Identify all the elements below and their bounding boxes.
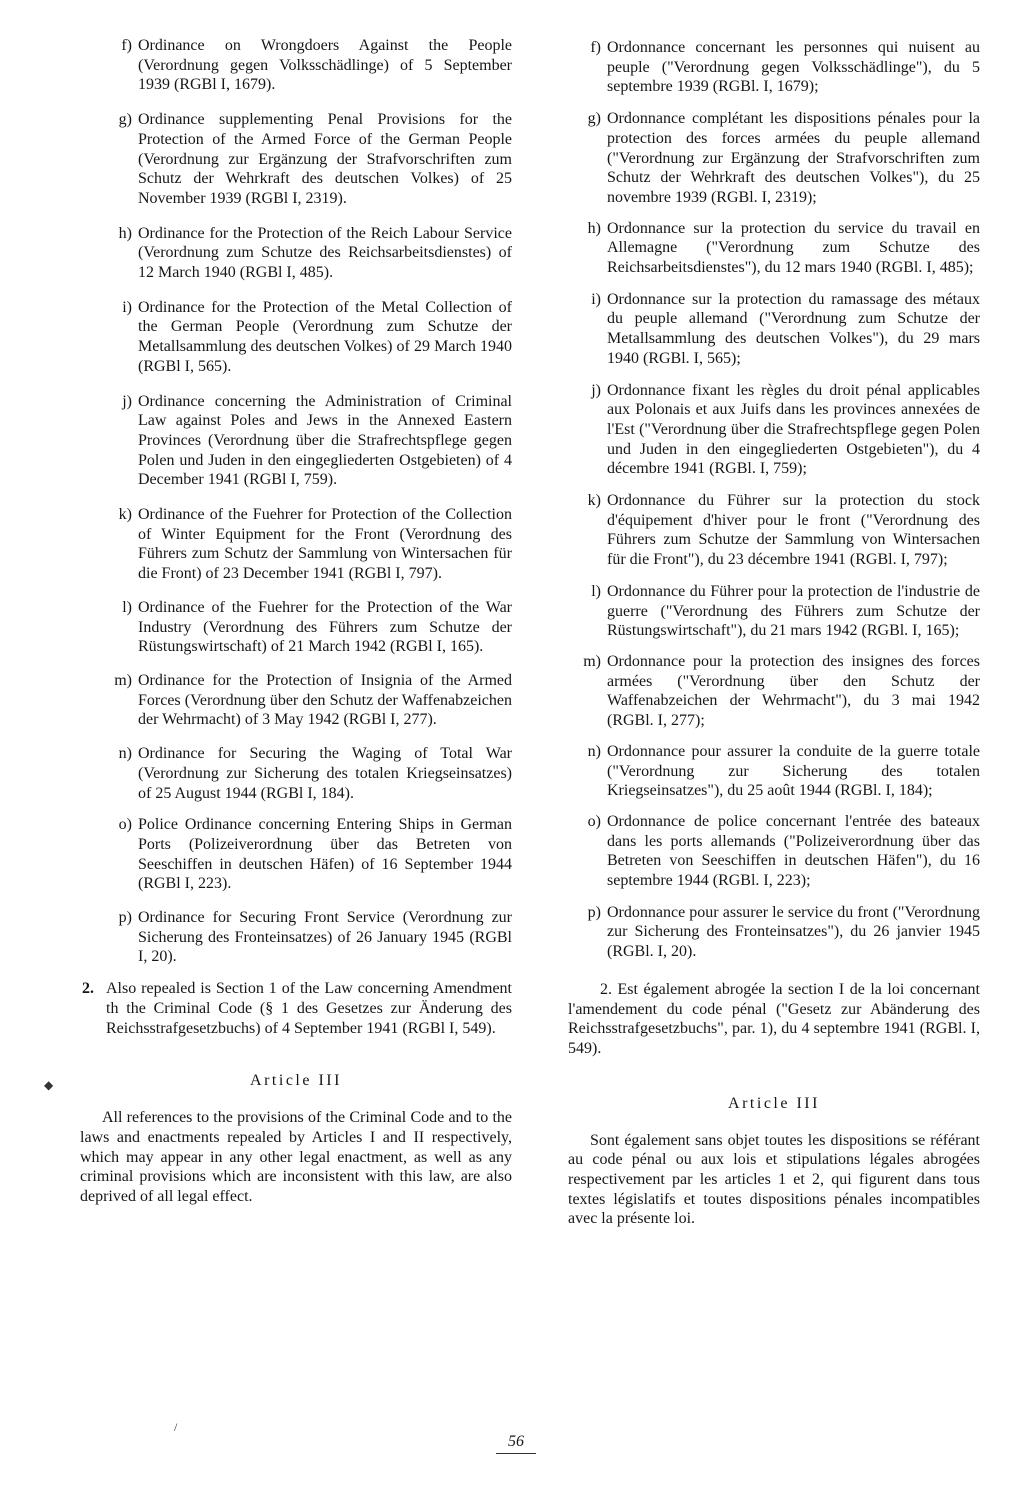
list-item	[80, 598, 512, 657]
french-column	[568, 30, 980, 1229]
item-text: Ordonnance du Führer pour la protection de l'industrie de guerre ("Verordnung des Führers zum Schutze der Rüstungswirtschaft"), du 21 mars 1942 (RGBl. I, 165);	[607, 582, 980, 640]
item-text: Ordinance for Securing the Waging of Total War (Verordnung zur Sicherung des totalen Kriegseinsatzes) of 25 August 1944 (RGBl I, 184).	[138, 745, 512, 802]
item-marker: m)	[114, 671, 132, 689]
list-item	[80, 224, 512, 283]
item-marker: i)	[122, 298, 132, 316]
list-item	[80, 110, 512, 209]
item-marker: l)	[122, 598, 132, 616]
item-marker: o)	[118, 816, 132, 834]
section-2-paragraph: 2. Est également abrogée la section I de la loi concernant l'amendement du code pénal ("Gesetz zur Abänderung des Reichsstrafgesetzbuchs", par. 1), du 4 septembre 1941 (RGBl. I, 549).	[568, 980, 980, 1057]
article-heading: Article III	[728, 1094, 820, 1112]
item-text: Ordinance for Securing Front Service (Verordnung zur Sicherung des Fronteinsatzes) of 26 January 1945 (RGBl I, 20).	[138, 909, 512, 966]
list-item	[80, 298, 512, 377]
item-text: Ordonnance sur la protection du ramassage des métaux du peuple allemand ("Verordnung zum Schutze der Metallsammlung des deutschen Volkes"), du 29 mars 1940 (RGBl. I, 565);	[607, 290, 980, 367]
item-marker: k)	[118, 506, 132, 524]
item-text: Ordinance for the Protection of Insignia of the Armed Forces (Verordnung über den Schutz der Waffenabzeichen der Wehrmacht) of 3 May 1942 (RGBl I, 277).	[138, 671, 512, 729]
list-item	[80, 744, 512, 803]
item-text: Ordinance of the Fuehrer for Protection of the Collection of Winter Equipment for the Front (Verordnung des Führers zum Schutz der Sammlung von Wintersachen für die Front) of 23 December 1941 (RGBl I, 797).	[138, 506, 512, 583]
item-marker: g)	[587, 110, 601, 128]
article-paragraph: All references to the provisions of the Criminal Code and to the laws and enactments repealed by Articles I and II respectively, which may appear in any other legal enactment, as well as any criminal provisions which are inconsistent with this law, are also deprived of all legal effect.	[80, 1109, 512, 1206]
section-2-marker: 2.	[82, 980, 94, 998]
item-marker: o)	[587, 812, 601, 830]
item-text: Ordinance for the Protection of the Reich Labour Service (Verordnung zum Schutze des Reichsarbeitsdienstes) of 12 March 1940 (RGBl I, 485).	[138, 224, 512, 282]
article-paragraph: Sont également sans objet toutes les dispositions se référant au code pénal ou aux lois et stipulations légales abrogées respectivement par les articles 1 et 2, qui figurent dans tous textes législatifs et toutes dispositions pénales incompatibles avec la présente loi.	[568, 1131, 980, 1228]
item-marker: l)	[591, 582, 601, 600]
ink-speck: ◆	[44, 1078, 54, 1092]
ink-speck: /	[174, 1420, 178, 1434]
list-item	[80, 908, 512, 967]
item-marker: h)	[587, 219, 601, 237]
list-item	[568, 491, 980, 570]
item-marker: i)	[591, 290, 601, 308]
article-heading: Article III	[250, 1072, 342, 1090]
item-marker: j)	[122, 392, 132, 410]
item-marker: p)	[587, 903, 601, 921]
item-marker: f)	[590, 39, 601, 56]
section-2-text: Also repealed is Section 1 of the Law concerning Amendment th the Criminal Code (§ 1 des Gesetzes zur Änderung des Reichsstrafgesetzbuchs) of 4 September 1941 (RGBl I, 549).	[106, 980, 512, 1037]
list-item	[568, 652, 980, 731]
list-item	[568, 290, 980, 369]
list-item	[80, 815, 512, 894]
item-marker: m)	[583, 652, 601, 670]
list-item	[568, 903, 980, 962]
item-marker: n)	[118, 745, 132, 763]
item-text: Ordinance for the Protection of the Metal Collection of the German People (Verordnung zum Schutze der Metallsammlung des deutschen Volkes) of 29 March 1940 (RGBl I, 565).	[138, 298, 512, 375]
page-number: 56	[496, 1433, 536, 1454]
item-text: Ordinance on Wrongdoers Against the People (Verordnung gegen Volksschädlinge) of 5 September 1939 (RGBl I, 1679).	[138, 37, 512, 94]
english-column	[80, 30, 512, 1207]
list-item	[568, 219, 980, 278]
item-marker: p)	[118, 909, 132, 927]
list-item	[568, 38, 980, 97]
section-2-paragraph	[80, 979, 512, 1038]
item-text: Ordinance supplementing Penal Provisions for the Protection of the Armed Force of the German People (Verordnung zur Ergänzung der Strafvorschriften zum Schutz der Wehrkraft des deutschen Volkes) of 25 November 1939 (RGBl I, 2319).	[138, 111, 512, 207]
item-text: Ordonnance concernant les personnes qui nuisent au peuple ("Verordnung gegen Volksschädlinge"), du 5 septembre 1939 (RGBl. I, 1679);	[607, 39, 980, 96]
item-text: Police Ordinance concerning Entering Ships in German Ports (Polizeiverordnung über das Betreten von Seeschiffen in deutschen Häfen) of 16 September 1944 (RGBl I, 223).	[138, 816, 512, 893]
item-text: Ordonnance pour la protection des insignes des forces armées ("Verordnung über den Schutz der Waffenabzeichen der Wehrmacht"), du 3 mai 1942 (RGBl. I, 277);	[607, 652, 980, 730]
item-text: Ordinance of the Fuehrer for the Protection of the War Industry (Verordnung des Führers zum Schutze der Rüstungswirtschaft) of 21 March 1942 (RGBl I, 165).	[138, 598, 512, 656]
item-text: Ordonnance pour assurer le service du front ("Verordnung zur Sicherung des Fronteinsatzes"), du 26 janvier 1945 (RGBl. I, 20).	[607, 903, 980, 961]
list-item	[80, 505, 512, 584]
list-item	[80, 671, 512, 730]
item-text: Ordinance concerning the Administration of Criminal Law against Poles and Jews in the Annexed Eastern Provinces (Verordnung über die Strafrechtspflege gegen Polen und Juden in den eingegliederten Ostgebieten) of 4 December 1941 (RGBl I, 759).	[138, 392, 512, 489]
item-text: Ordonnance complétant les dispositions pénales pour la protection des forces armées du peuple allemand ("Verordnung zur Ergänzung der Strafvorschriften zum Schutz der Wehrkraft des deutschen Volkes"), du 25 novembre 1939 (RGBl. I, 2319);	[607, 110, 980, 206]
list-item	[80, 36, 512, 95]
list-item	[568, 812, 980, 891]
list-item	[568, 742, 980, 801]
item-marker: h)	[118, 224, 132, 242]
item-text: Ordonnance pour assurer la conduite de la guerre totale ("Verordnung zur Sicherung des totalen Kriegseinsatzes"), du 25 août 1944 (RGBl. I, 184);	[607, 742, 980, 800]
list-item	[568, 381, 980, 480]
list-item	[80, 392, 512, 491]
list-item	[568, 582, 980, 641]
item-text: Ordonnance fixant les règles du droit pénal applicables aux Polonais et aux Juifs dans les provinces annexées de l'Est ("Verordnung über die Strafrechtspflege gegen Polen und Juden in den eingegliederten Ostgebieten"), du 4 décembre 1941 (RGBl. I, 759);	[607, 381, 980, 478]
item-marker: k)	[587, 492, 601, 510]
item-marker: f)	[121, 37, 132, 54]
item-text: Ordonnance sur la protection du service du travail en Allemagne ("Verordnung zum Schutze des Reichsarbeitsdienstes"), du 12 mars 1940 (RGBl. I, 485);	[607, 219, 980, 277]
list-item	[568, 109, 980, 208]
item-marker: j)	[591, 381, 601, 399]
item-marker: n)	[587, 742, 601, 760]
item-text: Ordonnance du Führer sur la protection du stock d'équipement d'hiver pour le front ("Verordnung des Führers zum Schutze der Sammlung von Wintersachen für die Front"), du 23 décembre 1941 (RGBl. I, 797);	[607, 492, 980, 569]
item-marker: g)	[118, 111, 132, 129]
item-text: Ordonnance de police concernant l'entrée des bateaux dans les ports allemands ("Polizeiverordnung über das Betreten von Seeschiffen in deutschen Häfen"), du 16 septembre 1944 (RGBl. I, 223);	[607, 812, 980, 890]
